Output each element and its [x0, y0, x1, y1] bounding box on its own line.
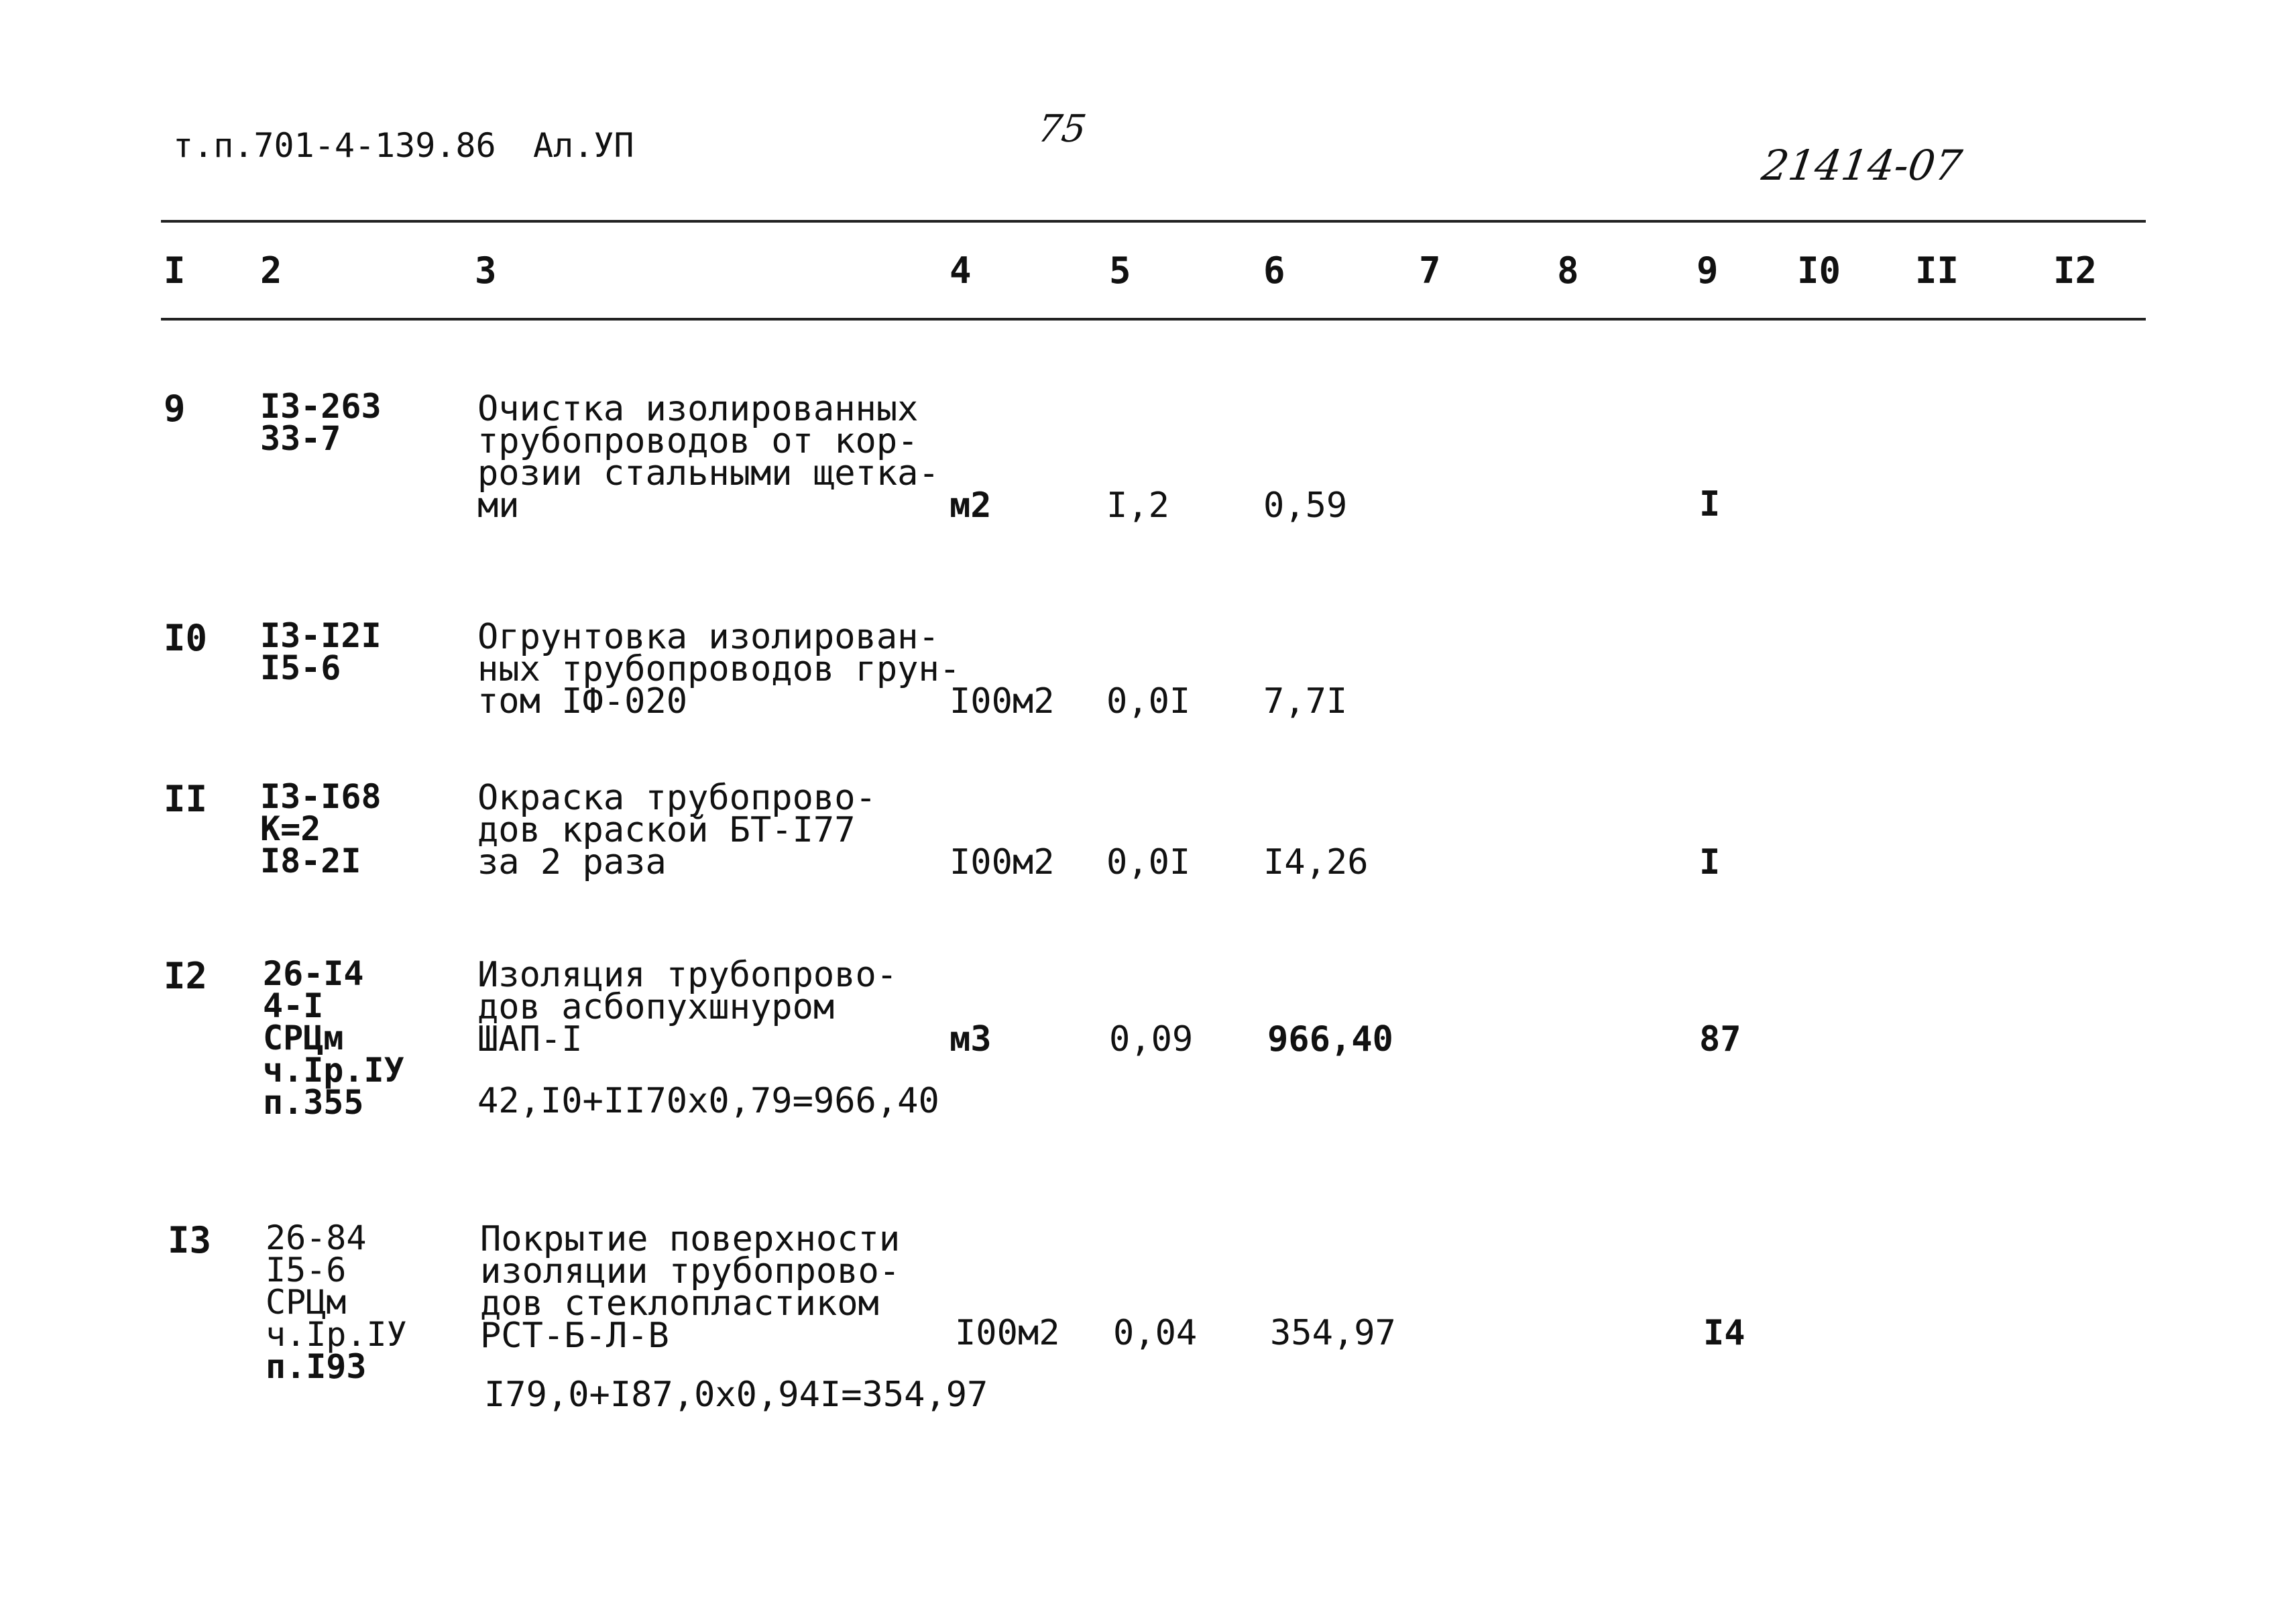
row-number: I2 — [164, 955, 208, 997]
unit-price: 7,7I — [1263, 681, 1348, 722]
quantity: 0,0I — [1106, 842, 1191, 882]
norm-code: 26-84 I5-6 СРЦм ч.Iр.IУ п.I93 — [266, 1218, 407, 1386]
quantity: I,2 — [1106, 485, 1169, 526]
unit-price: 354,97 — [1270, 1313, 1396, 1353]
unit: м3 — [950, 1019, 992, 1059]
column-9-value: I — [1699, 842, 1721, 882]
norm-code: I3-I68 К=2 I8-2I — [260, 777, 382, 880]
calculation-formula: 42,I0+II70х0,79=966,40 — [477, 1081, 939, 1121]
work-description: Огрунтовка изолирован- ных трубопроводов грун- том IФ-020 — [477, 617, 961, 722]
column-header: I2 — [2053, 249, 2098, 292]
work-description: Изоляция трубопрово- дов асбопухшнуром ШАП-I — [477, 955, 898, 1059]
column-header: II — [1915, 249, 1959, 292]
quantity: 0,04 — [1113, 1313, 1198, 1353]
column-9-value: I4 — [1703, 1313, 1745, 1353]
work-description: Покрытие поверхности изоляции трубопрово- дов стеклопластиком РСТ-Б-Л-В — [480, 1219, 901, 1356]
unit-price: I4,26 — [1263, 842, 1369, 882]
row-number: I3 — [168, 1219, 212, 1261]
column-header: 8 — [1557, 249, 1579, 292]
row-number: II — [164, 778, 208, 820]
column-header: I — [164, 249, 186, 292]
unit: I00м2 — [950, 681, 1055, 722]
inventory-number: 21414-07 — [1758, 141, 1965, 190]
column-header: 9 — [1697, 249, 1719, 292]
column-header: 6 — [1263, 249, 1285, 292]
quantity: 0,0I — [1106, 681, 1191, 722]
row-number: 9 — [164, 388, 186, 430]
calculation-formula: I79,0+I87,0х0,94I=354,97 — [484, 1375, 988, 1415]
unit-price: 966,40 — [1267, 1019, 1393, 1059]
album-label: Ал.УП — [533, 126, 634, 165]
column-header: 3 — [475, 249, 497, 292]
column-9-value: I — [1699, 484, 1721, 524]
page-number: 75 — [1035, 107, 1089, 151]
unit: I00м2 — [955, 1313, 1060, 1353]
row-number: I0 — [164, 617, 208, 659]
work-description: Окраска трубопрово- дов краской БТ-I77 за 2 раза — [477, 778, 876, 882]
header-bottom-rule — [161, 318, 2146, 321]
column-header: 4 — [950, 249, 972, 292]
column-header: 7 — [1419, 249, 1441, 292]
column-header: 2 — [260, 249, 282, 292]
unit: м2 — [950, 485, 992, 526]
column-header: 5 — [1109, 249, 1131, 292]
norm-code: I3-I2I I5-6 — [260, 616, 382, 687]
top-rule — [161, 220, 2146, 223]
column-9-value: 87 — [1699, 1019, 1741, 1059]
unit-price: 0,59 — [1263, 485, 1348, 526]
work-description: Очистка изолированных трубопроводов от кор- розии стальными щетка- ми — [477, 389, 939, 526]
norm-code: I3-263 33-7 — [260, 387, 382, 458]
document-code: т.п.701-4-139.86 — [173, 126, 496, 165]
quantity: 0,09 — [1109, 1019, 1194, 1059]
column-header: I0 — [1797, 249, 1841, 292]
norm-code: 26-I4 4-I СРЦм ч.Iр.IУ п.355 — [263, 954, 404, 1122]
unit: I00м2 — [950, 842, 1055, 882]
